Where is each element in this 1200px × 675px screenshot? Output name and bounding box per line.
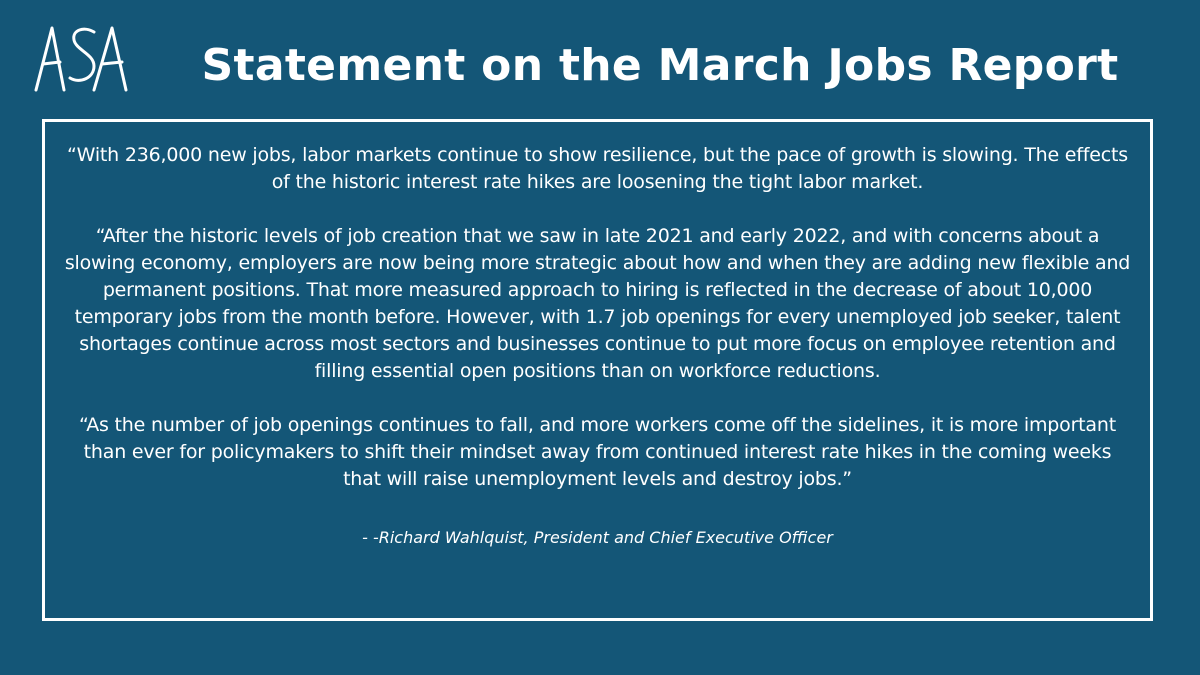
- statement-paragraph-3: “As the number of job openings continues to fall, and more workers come off the sidelines, it is more important than ever for policymakers to shift their mindset away from continued interest rate hikes in the coming weeks that will raise unemployment levels and destroy jobs.”: [79, 414, 1116, 490]
- statement-box: [42, 119, 1153, 621]
- asa-logo-mark: [28, 18, 138, 98]
- statement-paragraph-2: “After the historic levels of job creation that we saw in late 2021 and early 2022, and with concerns about a slowing economy, employers are now being more strategic about how and when they are adding new flexible and permanent positions. That more measured approach to hiring is reflected in the decrease of about 10,000 temporary jobs from the month before. However, with 1.7 job openings for every unemployed job seeker, talent shortages continue across most sectors and businesses continue to put more focus on employee retention and filling essential open positions than on workforce reductions.: [64, 225, 1131, 382]
- page-title: Statement on the March Jobs Report: [201, 40, 1119, 91]
- statement-paragraph-1: “With 236,000 new jobs, labor markets continue to show resilience, but the pace of growth is slowing. The effects of the historic interest rate hikes are loosening the tight labor market.: [67, 144, 1128, 193]
- asa-logo: [28, 18, 138, 98]
- attribution: - -Richard Wahlquist, President and Chief Executive Officer: [362, 528, 833, 547]
